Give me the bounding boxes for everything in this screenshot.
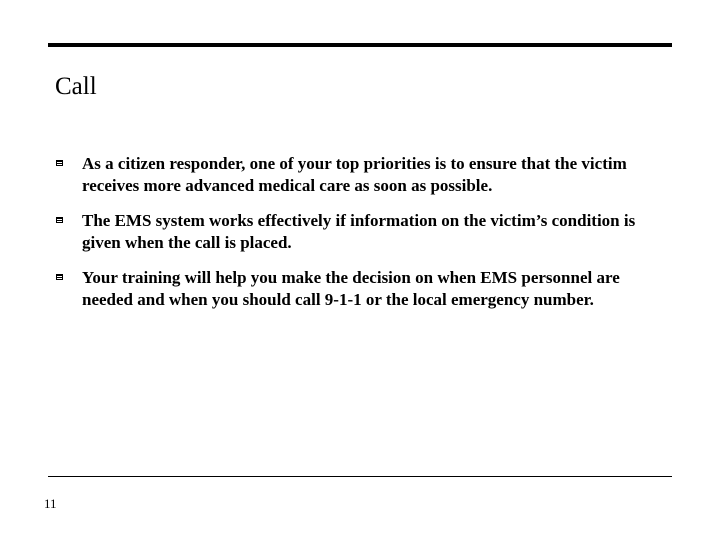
square-bullet-icon [56,160,63,166]
page-number: 11 [44,496,57,511]
bullet-item [55,210,655,253]
square-bullet-icon [56,217,63,223]
top-divider [48,43,672,47]
slide-title: Call [55,73,97,100]
bullet-list [55,153,655,324]
square-bullet-icon [56,274,63,280]
bullet-item [55,267,655,310]
bullet-text: The EMS system works effectively if information on the victim’s condition is given when the call is placed. [82,211,636,252]
bottom-divider [48,476,672,477]
bullet-item [55,153,655,196]
bullet-text: Your training will help you make the decision on when EMS personnel are needed and when you should call 9-1-1 or the local emergency number. [82,268,620,309]
bullet-text: As a citizen responder, one of your top priorities is to ensure that the victim receives more advanced medical care as soon as possible. [82,154,627,195]
